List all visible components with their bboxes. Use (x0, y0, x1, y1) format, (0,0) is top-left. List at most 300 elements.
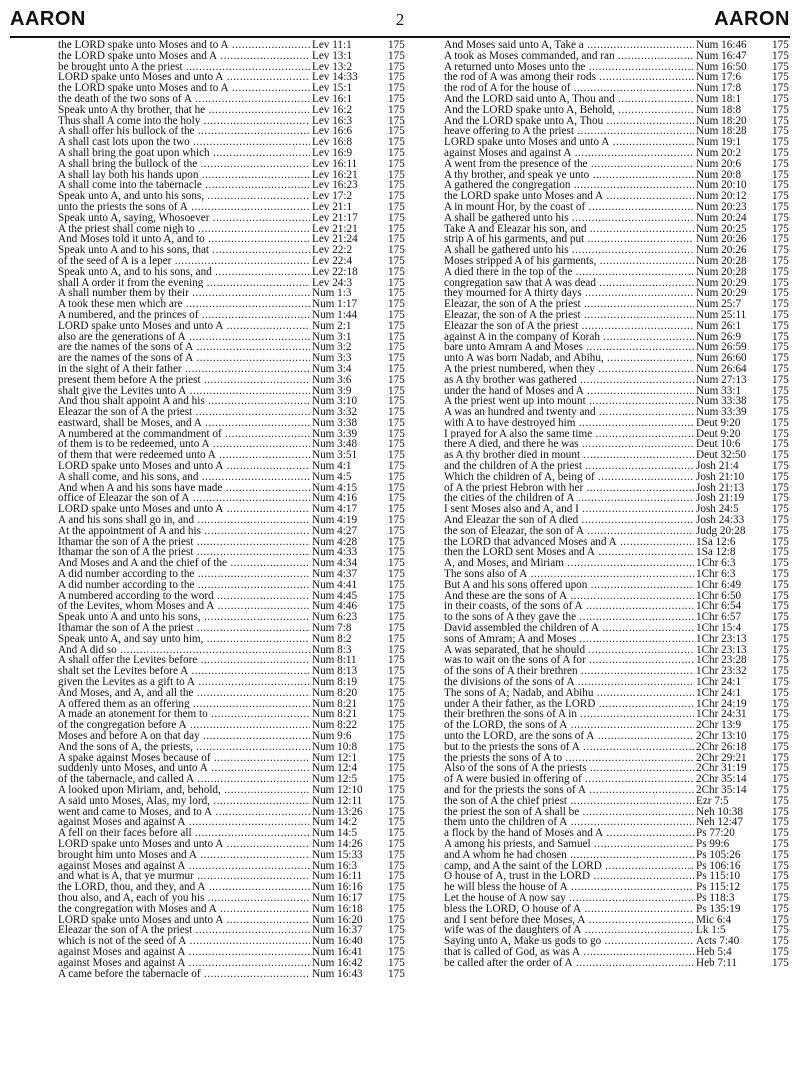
entry-context: A in mount Hor, by the coast of ..... (444, 202, 694, 213)
entry-reference: Num 4:41 (312, 578, 358, 591)
entry-reference: 2Chr 13:9 (696, 719, 742, 732)
entry-context: And Moses, and A, and all the ..... (58, 688, 310, 699)
concordance-entry (444, 310, 794, 321)
entry-context: And Moses said unto A, Take a ..... (444, 40, 694, 51)
entry-strongs-number: 175 (388, 719, 405, 732)
entry-reference: Lev 21:17 (312, 211, 358, 224)
entry-context: against Moses and against A ..... (58, 861, 310, 872)
entry-context: as A thy brother died in mount ..... (444, 450, 694, 461)
entry-strongs-number: 175 (388, 740, 405, 753)
entry-context: Saying unto A, Make us gods to go ..... (444, 936, 694, 947)
entry-strongs-number: 175 (772, 913, 789, 926)
entry-strongs-number: 175 (772, 416, 789, 429)
entry-reference: Num 3:48 (312, 438, 358, 451)
entry-context: A numbered according to the word ..... (58, 591, 310, 602)
entry-strongs-number: 175 (388, 179, 405, 192)
concordance-entry (58, 558, 413, 569)
entry-strongs-number: 175 (388, 492, 405, 505)
entry-context: congregation saw that A was dead ..... (444, 278, 694, 289)
concordance-entry (444, 213, 794, 224)
entry-reference: Num 20:29 (696, 276, 747, 289)
entry-context: also are the generations of A ..... (58, 332, 310, 343)
entry-strongs-number: 175 (772, 751, 789, 764)
concordance-entry (444, 893, 794, 904)
entry-reference: Deut 9:20 (696, 416, 741, 429)
concordance-entry (58, 493, 413, 504)
concordance-entry (444, 850, 794, 861)
entry-strongs-number: 175 (772, 254, 789, 267)
entry-context: of A the priest Hebron with her ..... (444, 483, 694, 494)
entry-context: A shall bring the bullock of the ..... (58, 159, 310, 170)
header-guide-word-right: AARON (714, 8, 790, 30)
entry-reference: Num 8:19 (312, 676, 358, 689)
entry-reference: Num 4:33 (312, 546, 358, 559)
concordance-entry (58, 418, 413, 429)
concordance-entry (58, 699, 413, 710)
entry-context: against Moses and against A ..... (58, 947, 310, 958)
entry-reference: Num 3:10 (312, 395, 358, 408)
concordance-entry (444, 105, 794, 116)
entry-context: and what is A, that ye murmur ..... (58, 871, 310, 882)
entry-reference: Num 4:27 (312, 524, 358, 537)
entry-reference: Lev 14:33 (312, 71, 358, 84)
entry-reference: Num 17:6 (696, 71, 742, 84)
concordance-entry (58, 353, 413, 364)
entry-reference: Num 17:8 (696, 82, 742, 95)
concordance-entry (58, 472, 413, 483)
entry-reference: Num 4:5 (312, 470, 352, 483)
entry-reference: Num 20:26 (696, 233, 747, 246)
entry-reference: Num 18:28 (696, 125, 747, 138)
entry-reference: Num 4:37 (312, 568, 358, 581)
entry-strongs-number: 175 (388, 298, 405, 311)
entry-context: A gathered the congregation ..... (444, 180, 694, 191)
entry-strongs-number: 175 (772, 60, 789, 73)
entry-strongs-number: 175 (772, 773, 789, 786)
entry-strongs-number: 175 (772, 103, 789, 116)
entry-context: the priests the sons of A to ..... (444, 753, 694, 764)
entry-reference: Num 26:64 (696, 362, 747, 375)
entry-strongs-number: 175 (772, 945, 789, 958)
page-number: 2 (395, 10, 405, 29)
concordance-entry (444, 580, 794, 591)
concordance-entry (444, 839, 794, 850)
entry-strongs-number: 175 (388, 125, 405, 138)
entry-reference: Lev 17:2 (312, 190, 353, 203)
entry-reference: Num 20:25 (696, 222, 747, 235)
entry-strongs-number: 175 (388, 665, 405, 678)
concordance-entry (58, 537, 413, 548)
entry-context: A did number according to the ..... (58, 580, 310, 591)
concordance-entry (444, 882, 794, 893)
entry-context: A numbered at the commandment of ..... (58, 429, 310, 440)
entry-strongs-number: 175 (772, 730, 789, 742)
entry-reference: Deut 10:6 (696, 438, 741, 451)
entry-reference: Num 2:1 (312, 319, 352, 332)
entry-strongs-number: 175 (388, 352, 405, 365)
entry-reference: Heb 7:11 (696, 956, 737, 969)
concordance-entry (58, 213, 413, 224)
entry-context: Eleazar, the son of A the priest ..... (444, 299, 694, 310)
entry-reference: Num 4:1 (312, 460, 352, 473)
entry-strongs-number: 175 (388, 265, 405, 278)
concordance-entry (58, 105, 413, 116)
concordance-column-right (444, 40, 794, 1064)
concordance-entry (58, 515, 413, 526)
entry-strongs-number: 175 (388, 805, 405, 818)
entry-reference: Num 4:46 (312, 600, 358, 613)
entry-strongs-number: 175 (772, 92, 789, 105)
entry-reference: Num 3:4 (312, 362, 352, 375)
entry-strongs-number: 175 (772, 298, 789, 311)
entry-strongs-number: 175 (772, 71, 789, 84)
entry-reference: Num 26:59 (696, 341, 747, 354)
concordance-entry (58, 126, 413, 137)
entry-strongs-number: 175 (388, 848, 405, 861)
entry-reference: Lev 21:21 (312, 222, 358, 235)
entry-reference: Num 4:17 (312, 503, 358, 516)
concordance-entry (444, 450, 794, 461)
entry-strongs-number: 175 (388, 708, 405, 721)
entry-reference: Ps 105:26 (696, 848, 741, 861)
entry-context: LORD spake unto Moses and unto A ..... (444, 137, 694, 148)
entry-strongs-number: 175 (388, 902, 405, 915)
concordance-entry (444, 817, 794, 828)
concordance-entry (58, 310, 413, 321)
concordance-entry (444, 537, 794, 548)
entry-strongs-number: 175 (388, 373, 405, 386)
concordance-entry (444, 267, 794, 278)
entry-context: Moses and before A on that day ..... (58, 731, 310, 742)
entry-reference: Heb 5:4 (696, 945, 732, 958)
concordance-entry (58, 677, 413, 688)
concordance-entry (58, 796, 413, 807)
concordance-entry (58, 191, 413, 202)
entry-reference: Num 16:47 (696, 49, 747, 62)
entry-reference: Ps 135:19 (696, 902, 741, 915)
entry-reference: Num 16:43 (312, 967, 363, 980)
entry-strongs-number: 175 (388, 244, 405, 257)
concordance-entry (58, 958, 413, 969)
concordance-entry (58, 763, 413, 774)
entry-strongs-number: 175 (772, 924, 789, 937)
entry-context: A shall come, and his sons, and ..... (58, 472, 310, 483)
entry-context: which is not of the seed of A ..... (58, 936, 310, 947)
entry-context: A the priest went up into mount ..... (444, 396, 694, 407)
entry-strongs-number: 175 (772, 395, 789, 408)
entry-context: And thou shalt appoint A and his ..... (58, 396, 310, 407)
entry-context: against Moses and against A ..... (58, 958, 310, 969)
entry-strongs-number: 175 (772, 546, 789, 559)
concordance-entry (58, 375, 413, 386)
concordance-entry (58, 72, 413, 83)
entry-reference: Num 3:9 (312, 384, 352, 397)
entry-strongs-number: 175 (388, 967, 405, 980)
entry-strongs-number: 175 (388, 881, 405, 894)
entry-context: the death of the two sons of A ..... (58, 94, 310, 105)
entry-strongs-number: 175 (772, 535, 789, 548)
entry-strongs-number: 175 (388, 40, 405, 51)
entry-context: shalt set the Levites before A ..... (58, 666, 310, 677)
entry-strongs-number: 175 (772, 827, 789, 840)
entry-reference: Neh 12:47 (696, 816, 743, 829)
entry-reference: Lev 22:4 (312, 254, 353, 267)
entry-reference: 1Chr 23:13 (696, 643, 747, 656)
entry-strongs-number: 175 (388, 654, 405, 667)
entry-reference: Num 20:24 (696, 211, 747, 224)
entry-strongs-number: 175 (772, 373, 789, 386)
entry-reference: Num 25:11 (696, 308, 747, 321)
entry-reference: Num 3:38 (312, 416, 358, 429)
entry-context: they mourned for A thirty days ..... (444, 288, 694, 299)
entry-strongs-number: 175 (388, 60, 405, 73)
entry-reference: Num 20:6 (696, 157, 742, 170)
entry-context: A died there in the top of the ..... (444, 267, 694, 278)
entry-reference: Lk 1:5 (696, 924, 726, 937)
entry-strongs-number: 175 (772, 179, 789, 192)
entry-context: bare unto Amram A and Moses ..... (444, 342, 694, 353)
concordance-entry (444, 94, 794, 105)
entry-context: LORD spake unto Moses and unto A ..... (58, 321, 310, 332)
entry-strongs-number: 175 (388, 481, 405, 494)
entry-strongs-number: 175 (772, 719, 789, 732)
entry-strongs-number: 175 (388, 211, 405, 224)
entry-reference: Josh 21:19 (696, 492, 745, 505)
concordance-entry (58, 461, 413, 472)
concordance-entry (58, 83, 413, 94)
entry-context: and A whom he had chosen ..... (444, 850, 694, 861)
concordance-entry (444, 688, 794, 699)
entry-reference: Num 20:12 (696, 190, 747, 203)
entry-context: And the LORD spake unto A, Thou ..... (444, 116, 694, 127)
entry-reference: Num 20:2 (696, 146, 742, 159)
entry-reference: Josh 21:4 (696, 460, 739, 473)
entry-strongs-number: 175 (772, 956, 789, 969)
concordance-column-left (58, 40, 413, 1064)
entry-reference: Num 4:15 (312, 481, 358, 494)
concordance-entry (58, 817, 413, 828)
entry-context: Ithamar the son of A the priest ..... (58, 537, 310, 548)
concordance-entry (58, 720, 413, 731)
entry-strongs-number: 175 (772, 632, 789, 645)
concordance-entry (58, 364, 413, 375)
entry-context: Speak unto A, and say unto him, ..... (58, 634, 310, 645)
entry-reference: Num 26:60 (696, 352, 747, 365)
entry-context: to the sons of A they gave the ..... (444, 612, 694, 623)
concordance-entry (444, 709, 794, 720)
entry-reference: Lev 24:3 (312, 276, 353, 289)
concordance-entry (444, 634, 794, 645)
entry-reference: Num 1:44 (312, 308, 358, 321)
entry-strongs-number: 175 (388, 837, 405, 850)
entry-context: the LORD spake unto Moses and to A ..... (58, 83, 310, 94)
entry-reference: Lev 16:21 (312, 168, 358, 181)
entry-strongs-number: 175 (772, 935, 789, 948)
page-header (10, 6, 790, 38)
concordance-entry (444, 375, 794, 386)
concordance-entry (444, 547, 794, 558)
entry-context: of the congregation before A ..... (58, 720, 310, 731)
entry-context: Eleazar the son of A the priest ..... (58, 925, 310, 936)
concordance-entry (58, 969, 413, 980)
entry-reference: Lev 16:23 (312, 179, 358, 192)
concordance-entry (58, 386, 413, 397)
entry-reference: 1Chr 24:19 (696, 697, 747, 710)
entry-context: A numbered, and the princes of ..... (58, 310, 310, 321)
entry-context: unto A was born Nadab, and Abihu, ..... (444, 353, 694, 364)
entry-context: Let the house of A now say ..... (444, 893, 694, 904)
entry-context: the LORD that advanced Moses and A ..... (444, 537, 694, 548)
entry-context: the congregation with Moses and A ..... (58, 904, 310, 915)
concordance-entry (58, 688, 413, 699)
concordance-entry (58, 278, 413, 289)
entry-context: but to the priests the sons of A ..... (444, 742, 694, 753)
concordance-entry (58, 180, 413, 191)
entry-strongs-number: 175 (772, 233, 789, 246)
entry-context: And when A and his sons have made ..... (58, 483, 310, 494)
entry-context: the cities of the children of A ..... (444, 493, 694, 504)
concordance-entry (58, 807, 413, 818)
entry-reference: Num 16:37 (312, 924, 363, 937)
concordance-entry (58, 234, 413, 245)
entry-context: that is called of God, as was A ..... (444, 947, 694, 958)
entry-strongs-number: 175 (388, 49, 405, 62)
concordance-entry (58, 224, 413, 235)
entry-reference: 2Chr 29:21 (696, 751, 747, 764)
entry-context: in the sight of A their father ..... (58, 364, 310, 375)
entry-strongs-number: 175 (388, 611, 405, 624)
entry-context: then the LORD sent Moses and A ..... (444, 547, 694, 558)
concordance-entry (444, 958, 794, 969)
entry-reference: Num 20:28 (696, 254, 747, 267)
concordance-entry (444, 904, 794, 915)
concordance-entry (58, 850, 413, 861)
entry-context: unto the priests the sons of A ..... (58, 202, 310, 213)
entry-context: of the LORD, the sons of A ..... (444, 720, 694, 731)
entry-reference: Num 16:20 (312, 913, 363, 926)
concordance-entry (58, 504, 413, 515)
entry-reference: Num 20:28 (696, 265, 747, 278)
concordance-entry (58, 159, 413, 170)
entry-strongs-number: 175 (388, 146, 405, 159)
concordance-entry (58, 612, 413, 623)
entry-strongs-number: 175 (388, 114, 405, 127)
entry-strongs-number: 175 (772, 319, 789, 332)
entry-context: A made an atonement for them to ..... (58, 709, 310, 720)
entry-reference: Num 19:1 (696, 136, 742, 149)
entry-reference: Lev 22:2 (312, 244, 353, 257)
entry-context: LORD spake unto Moses and unto A ..... (58, 915, 310, 926)
entry-context: A went from the presence of the ..... (444, 159, 694, 170)
entry-context: A spake against Moses because of ..... (58, 753, 310, 764)
entry-reference: Num 7:8 (312, 622, 352, 635)
concordance-entry (444, 612, 794, 623)
entry-reference: Josh 24:33 (696, 514, 745, 527)
concordance-entry (58, 51, 413, 62)
entry-context: the divisions of the sons of A ..... (444, 677, 694, 688)
entry-context: under the hand of Moses and A ..... (444, 386, 694, 397)
entry-strongs-number: 175 (388, 71, 405, 84)
entry-context: I sent Moses also and A, and I ..... (444, 504, 694, 515)
entry-strongs-number: 175 (388, 578, 405, 591)
entry-context: there A died, and there he was ..... (444, 439, 694, 450)
entry-reference: Num 6:23 (312, 611, 358, 624)
concordance-entry (444, 785, 794, 796)
entry-strongs-number: 175 (388, 168, 405, 181)
entry-context: brought him unto Moses and A ..... (58, 850, 310, 861)
entry-reference: Num 33:1 (696, 384, 742, 397)
entry-context: of the sons of A their brethren ..... (444, 666, 694, 677)
entry-strongs-number: 175 (772, 816, 789, 829)
concordance-entry (58, 137, 413, 148)
entry-context: And Moses and A and the chief of the ..... (58, 558, 310, 569)
entry-context: A was separated, that he should ..... (444, 645, 694, 656)
entry-context: eastward, shall be Moses, and A ..... (58, 418, 310, 429)
entry-reference: Num 12:10 (312, 783, 363, 796)
entry-strongs-number: 175 (388, 730, 405, 742)
entry-context: Eleazar the son of A the priest ..... (58, 407, 310, 418)
entry-reference: Deut 32:50 (696, 449, 747, 462)
entry-reference: 2Chr 13:10 (696, 730, 747, 742)
entry-context: Which the children of A, being of ..... (444, 472, 694, 483)
entry-context: and I sent before thee Moses, A ..... (444, 915, 694, 926)
concordance-entry (444, 601, 794, 612)
concordance-entry (444, 321, 794, 332)
entry-context: And the sons of A, the priests, ..... (58, 742, 310, 753)
entry-context: A shall bring the goat upon which ..... (58, 148, 310, 159)
entry-strongs-number: 175 (772, 503, 789, 516)
entry-reference: Mic 6:4 (696, 913, 732, 926)
concordance-entry (58, 332, 413, 343)
entry-strongs-number: 175 (772, 157, 789, 170)
entry-reference: 1Sa 12:6 (696, 535, 736, 548)
entry-context: Ithamar the son of A the priest ..... (58, 623, 310, 634)
entry-context: of the Levites, whom Moses and A ..... (58, 601, 310, 612)
entry-strongs-number: 175 (772, 125, 789, 138)
entry-strongs-number: 175 (388, 945, 405, 958)
entry-context: the LORD, thou, and they, and A ..... (58, 882, 310, 893)
entry-reference: Lev 13:1 (312, 49, 353, 62)
concordance-entry (58, 591, 413, 602)
entry-strongs-number: 175 (772, 794, 789, 807)
entry-strongs-number: 175 (388, 449, 405, 462)
entry-context: LORD spake unto Moses and unto A ..... (58, 839, 310, 850)
entry-reference: 1Chr 15:4 (696, 622, 742, 635)
entry-context: The sons also of A ..... (444, 569, 694, 580)
entry-strongs-number: 175 (388, 816, 405, 829)
entry-reference: Num 26:9 (696, 330, 742, 343)
entry-context: A shall be gathered unto his ..... (444, 213, 694, 224)
entry-strongs-number: 175 (772, 697, 789, 710)
entry-strongs-number: 175 (388, 686, 405, 699)
entry-strongs-number: 175 (388, 438, 405, 451)
concordance-entry (444, 429, 794, 440)
entry-context: A among his priests, and Samuel ..... (444, 839, 694, 850)
entry-context: A thy brother, and speak ye unto ..... (444, 170, 694, 181)
entry-reference: 2Chr 26:18 (696, 740, 747, 753)
entry-reference: Num 16:17 (312, 891, 363, 904)
entry-context: And Eleazar the son of A died ..... (444, 515, 694, 526)
concordance-entry (444, 915, 794, 926)
concordance-entry (444, 666, 794, 677)
entry-context: shalt give the Levites unto A ..... (58, 386, 310, 397)
entry-reference: Lev 15:1 (312, 82, 353, 95)
concordance-entry (444, 83, 794, 94)
concordance-entry (58, 116, 413, 127)
concordance-entry (58, 170, 413, 181)
entry-context: LORD spake unto Moses and unto A ..... (58, 504, 310, 515)
entry-strongs-number: 175 (772, 514, 789, 527)
